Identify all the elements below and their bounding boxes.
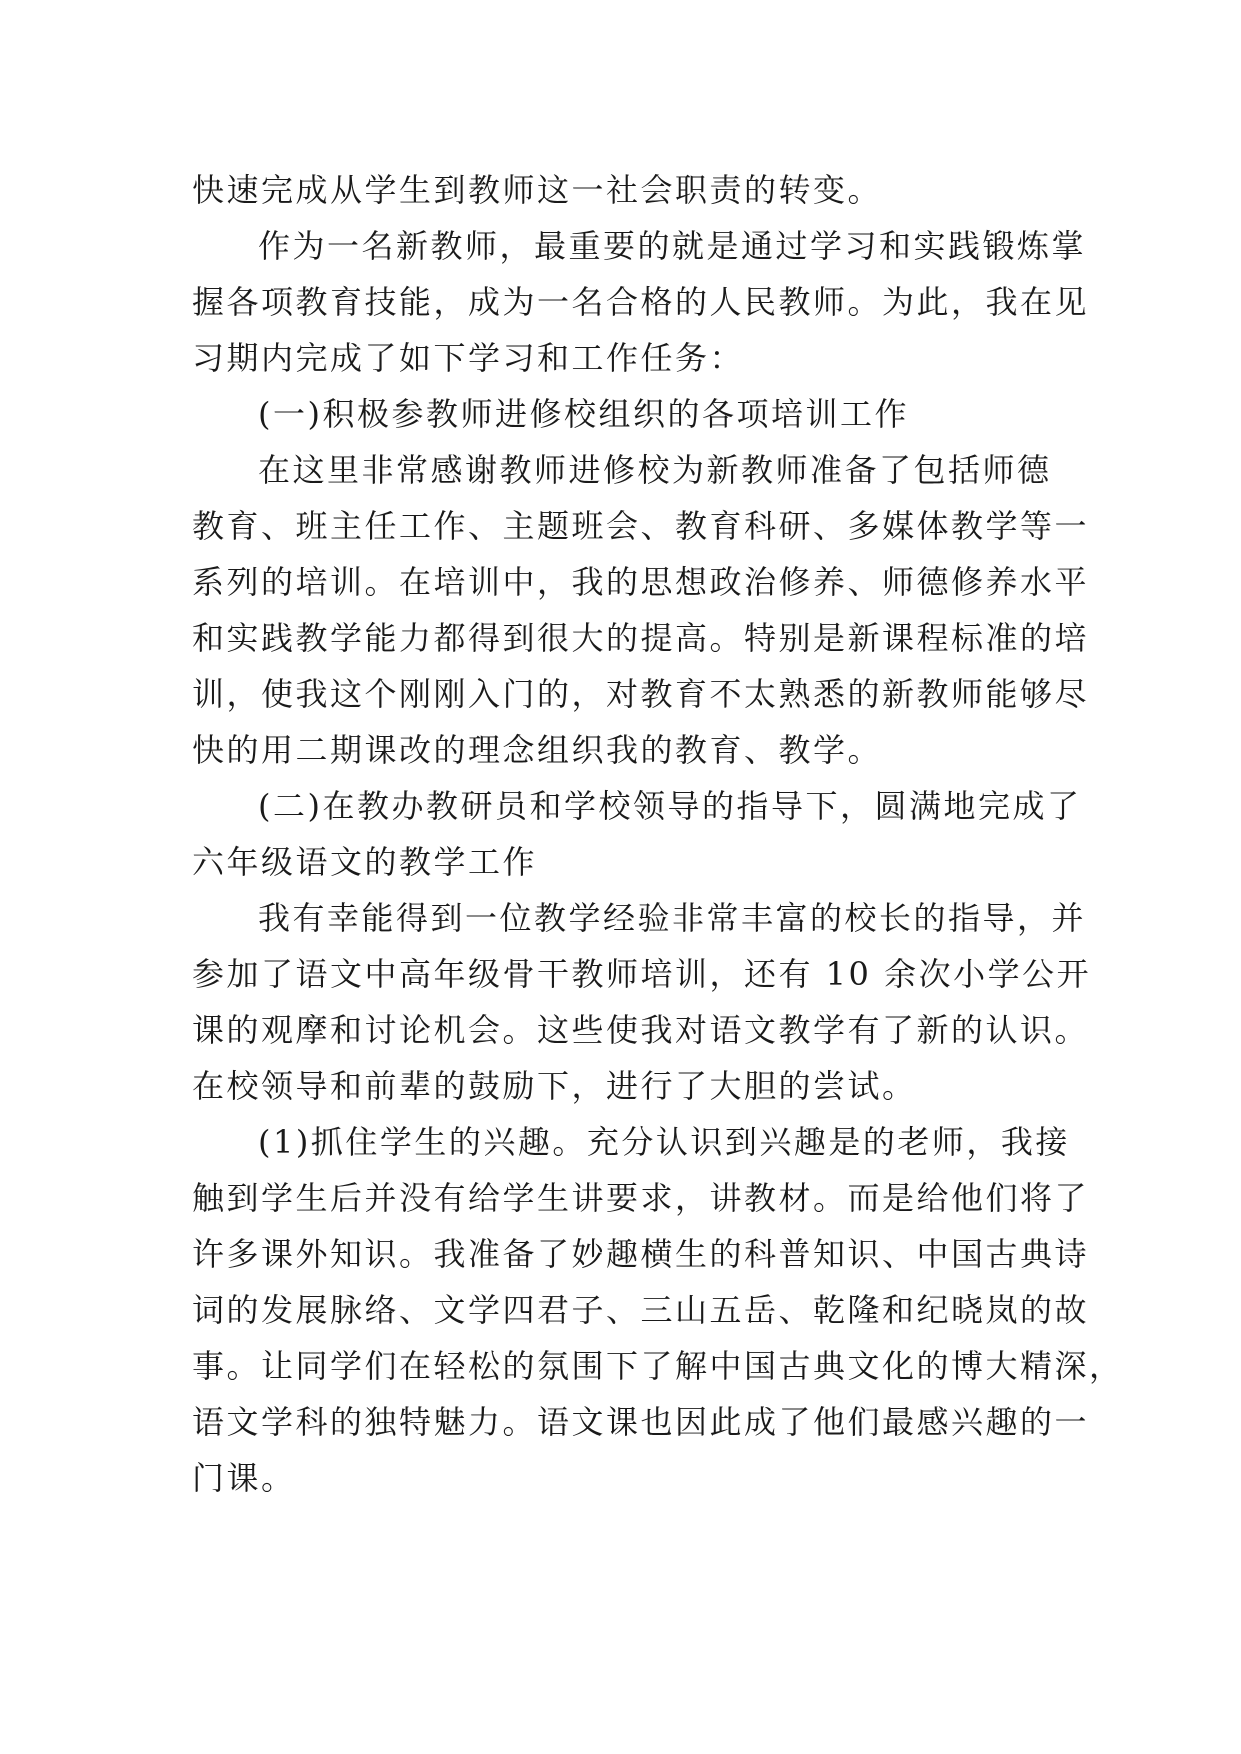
body-line: 门课。 — [192, 1459, 296, 1497]
body-line: 参加了语文中高年级骨干教师培训，还有 10 余次小学公开 — [192, 955, 1092, 993]
body-line: 在校领导和前辈的鼓励下，进行了大胆的尝试。 — [192, 1067, 917, 1105]
body-line: 握各项教育技能，成为一名合格的人民教师。为此，我在见 — [192, 283, 1090, 321]
section-heading: (一)积极参教师进修校组织的各项培训工作 — [258, 395, 909, 433]
body-line: 系列的培训。在培训中，我的思想政治修养、师德修养水平 — [192, 563, 1090, 601]
body-line: 教育、班主任工作、主题班会、教育科研、多媒体教学等一 — [192, 507, 1090, 545]
body-line: 训，使我这个刚刚入门的，对教育不太熟悉的新教师能够尽 — [192, 675, 1090, 713]
paragraph-first-line: 在这里非常感谢教师进修校为新教师准备了包括师德 — [258, 451, 1052, 489]
body-line: 和实践教学能力都得到很大的提高。特别是新课程标准的培 — [192, 619, 1090, 657]
body-line: 触到学生后并没有给学生讲要求，讲教材。而是给他们将了 — [192, 1179, 1090, 1217]
body-line: 事。让同学们在轻松的氛围下了解中国古典文化的博大精深， — [192, 1347, 1124, 1385]
body-line: 词的发展脉络、文学四君子、三山五岳、乾隆和纪晓岚的故 — [192, 1291, 1090, 1329]
paragraph-first-line: 我有幸能得到一位教学经验非常丰富的校长的指导，并 — [258, 899, 1087, 937]
body-line: 快的用二期课改的理念组织我的教育、教学。 — [192, 731, 883, 769]
body-line: 课的观摩和讨论机会。这些使我对语文教学有了新的认识。 — [192, 1011, 1090, 1049]
body-line: 快速完成从学生到教师这一社会职责的转变。 — [192, 171, 883, 209]
section-heading: (二)在教办教研员和学校领导的指导下，圆满地完成了 — [258, 787, 1082, 825]
paragraph-first-line: 作为一名新教师，最重要的就是通过学习和实践锻炼掌 — [258, 227, 1087, 265]
body-line: 习期内完成了如下学习和工作任务： — [192, 339, 745, 377]
body-line: 许多课外知识。我准备了妙趣横生的科普知识、中国古典诗 — [192, 1235, 1090, 1273]
paragraph-first-line: (1)抓住学生的兴趣。充分认识到兴趣是的老师，我接 — [258, 1123, 1070, 1161]
section-heading-continuation: 六年级语文的教学工作 — [192, 843, 538, 881]
body-line: 语文学科的独特魅力。语文课也因此成了他们最感兴趣的一 — [192, 1403, 1090, 1441]
